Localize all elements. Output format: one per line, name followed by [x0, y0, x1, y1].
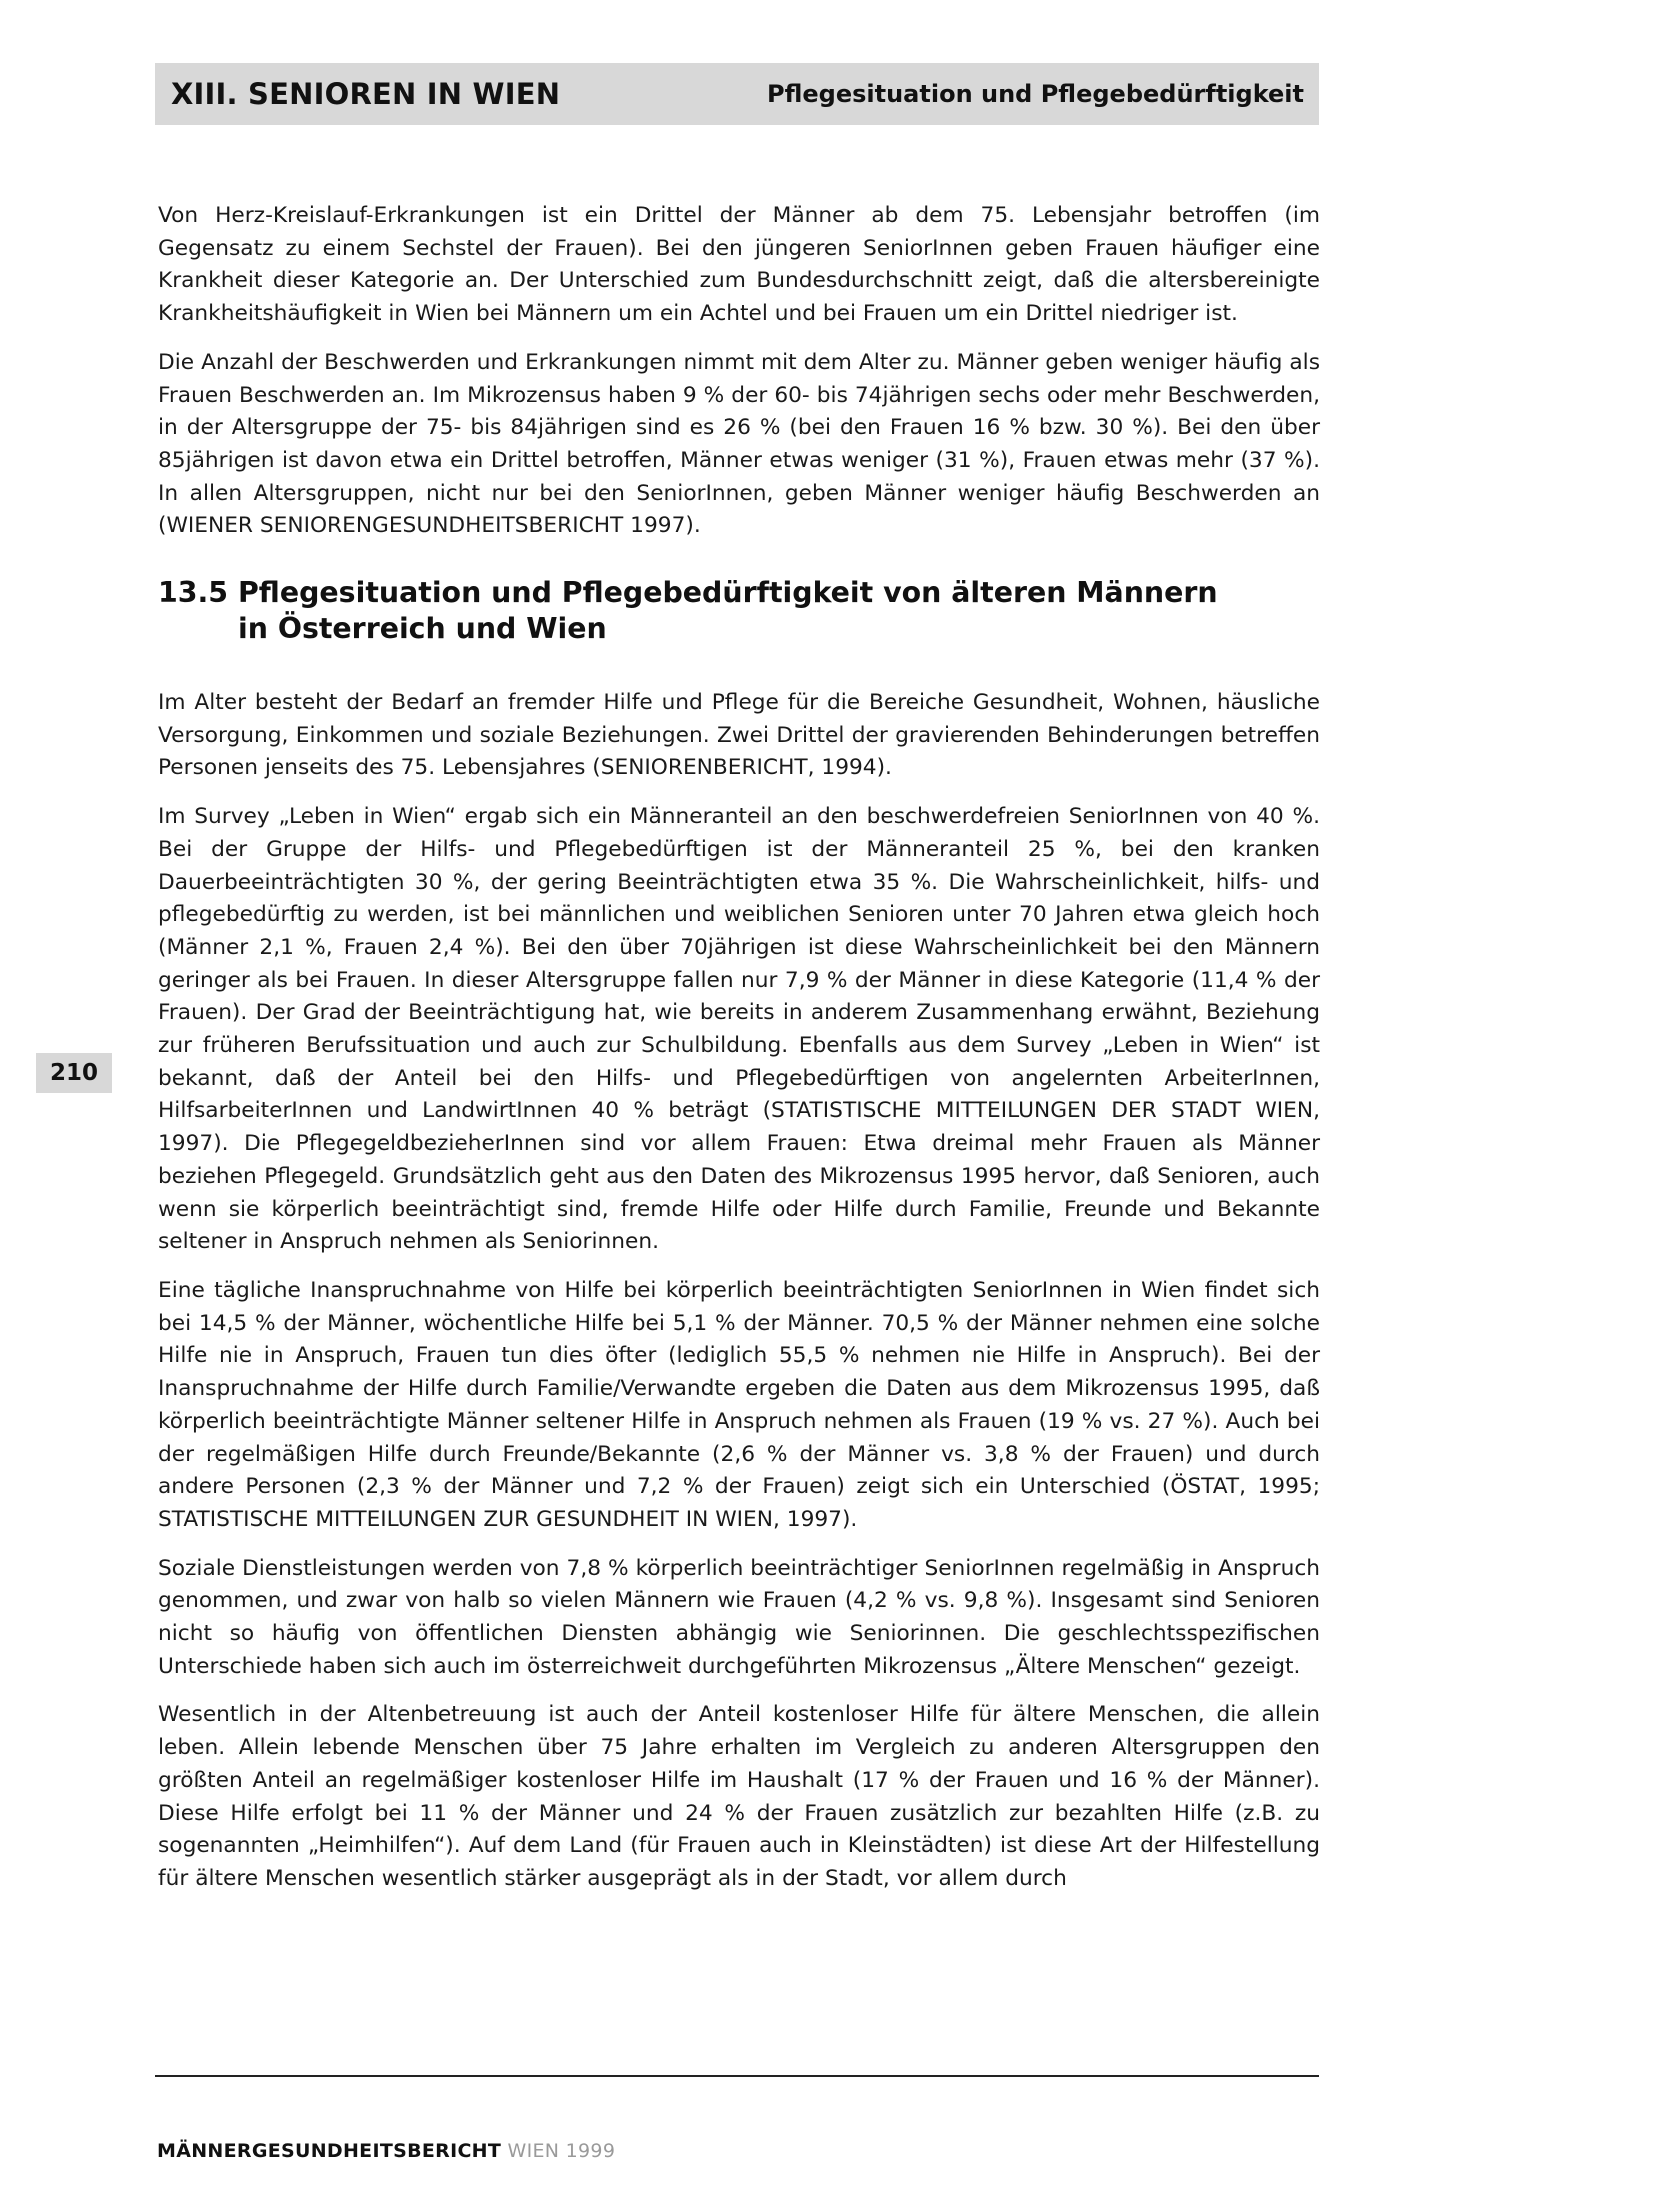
- running-header: [155, 63, 1319, 125]
- section-number: 13.5: [158, 576, 229, 610]
- page-number: 210: [36, 1053, 112, 1093]
- paragraph: Im Alter besteht der Bedarf an fremder Hilfe und Pflege für die Bereiche Gesundheit, Wohnen, häusliche Versorgung, Einkommen und soziale Beziehungen. Zwei Drittel der gravierenden Behinderungen betreffen Personen jenseits des 75. Lebensjahres (SENIORENBERICHT, 1994).: [158, 690, 1320, 781]
- section-heading-text: [238, 575, 1278, 647]
- paragraph: Wesentlich in der Altenbetreuung ist auch der Anteil kostenloser Hilfe für ältere Menschen, die allein leben. Allein lebende Menschen über 75 Jahre erhalten im Vergleich zu anderen Altersgruppen den größten Anteil an regelmäßiger kostenloser Hilfe im Haushalt (17 % der Frauen und 16 % der Männer). Diese Hilfe erfolgt bei 11 % der Männer und 24 % der Frauen zusätzlich zur bezahlten Hilfe (z.B. zu sogenannten „Heimhilfen“). Auf dem Land (für Frauen auch in Kleinstädten) ist diese Art der Hilfestellung für ältere Menschen wesentlich stärker ausgeprägt als in der Stadt, vor allem durch: [158, 1702, 1320, 1891]
- footer-divider: [155, 2075, 1319, 2077]
- section-heading-line: Pflegesituation und Pflegebedürftigkeit von älteren Männern: [238, 576, 1218, 610]
- section-heading-line: in Österreich und Wien: [238, 612, 607, 646]
- footer-edition: WIEN 1999: [507, 2140, 616, 2162]
- footer-title: MÄNNERGESUNDHEITSBERICHT: [157, 2140, 502, 2162]
- paragraph: Im Survey „Leben in Wien“ ergab sich ein Männeranteil an den beschwerdefreien SeniorInnen von 40 %. Bei der Gruppe der Hilfs- und Pflegebedürftigen ist der Männeranteil 25 %, bei den kranken Dauerbeeinträchtigten 30 %, der gering Beeinträchtigten etwa 35 %. Die Wahrscheinlichkeit, hilfs- und pflegebedürftig zu werden, ist bei männlichen und weiblichen Senioren unter 70 Jahren etwa gleich hoch (Männer 2,1 %, Frauen 2,4 %). Bei den über 70jährigen ist diese Wahrscheinlichkeit bei den Männern geringer als bei Frauen. In dieser Altersgruppe fallen nur 7,9 % der Männer in diese Kategorie (11,4 % der Frauen). Der Grad der Beeinträchtigung hat, wie bereits in anderem Zusammenhang erwähnt, Beziehung zur früheren Berufssituation und auch zur Schulbildung. Ebenfalls aus dem Survey „Leben in Wien“ ist bekannt, daß der Anteil bei den Hilfs- und Pflegebedürftigen von angelernten ArbeiterInnen, HilfsarbeiterInnen und LandwirtInnen 40 % beträgt (STATISTISCHE MITTEILUNGEN DER STADT WIEN, 1997). Die PflegegeldbezieherInnen sind vor allem Frauen: Etwa dreimal mehr Frauen als Männer beziehen Pflegegeld. Grundsätzlich geht aus den Daten des Mikrozensus 1995 hervor, daß Senioren, auch wenn sie körperlich beeinträchtigt sind, fremde Hilfe oder Hilfe durch Familie, Freunde und Bekannte seltener in Anspruch nehmen als Seniorinnen.: [158, 804, 1320, 1255]
- running-section-title: Pflegesituation und Pflegebedürftigkeit: [767, 80, 1304, 108]
- page-body: [158, 200, 1320, 1912]
- paragraph: Eine tägliche Inanspruchnahme von Hilfe bei körperlich beeinträchtigten SeniorInnen in Wien findet sich bei 14,5 % der Männer, wöchentliche Hilfe bei 5,1 % der Männer. 70,5 % der Männer nehmen eine solche Hilfe nie in Anspruch, Frauen tun dies öfter (lediglich 55,5 % nehmen nie Hilfe in Anspruch). Bei der Inanspruchnahme der Hilfe durch Familie/Verwandte ergeben die Daten aus dem Mikrozensus 1995, daß körperlich beeinträchtigte Männer seltener Hilfe in Anspruch nehmen als Frauen (19 % vs. 27 %). Auch bei der regelmäßigen Hilfe durch Freunde/Bekannte (2,6 % der Männer vs. 3,8 % der Frauen) und durch andere Personen (2,3 % der Männer und 7,2 % der Frauen) zeigt sich ein Unterschied (ÖSTAT, 1995; STATISTISCHE MITTEILUNGEN ZUR GESUNDHEIT IN WIEN, 1997).: [158, 1277, 1320, 1532]
- paragraph: Soziale Dienstleistungen werden von 7,8 % körperlich beeinträchtiger SeniorInnen regelmäßig in Anspruch genommen, und zwar von halb so vielen Männern wie Frauen (4,2 % vs. 9,8 %). Insgesamt sind Senioren nicht so häufig von öffentlichen Diensten abhängig wie Seniorinnen. Die geschlechtsspezifischen Unterschiede haben sich auch im österreichweit durchgeführten Mikrozensus „Ältere Menschen“ gezeigt.: [158, 1555, 1320, 1679]
- section-heading: [158, 575, 1320, 647]
- paragraph: Die Anzahl der Beschwerden und Erkrankungen nimmt mit dem Alter zu. Männer geben weniger häufig als Frauen Beschwerden an. Im Mikrozensus haben 9 % der 60- bis 74jährigen sechs oder mehr Beschwerden, in der Altersgruppe der 75- bis 84jährigen sind es 26 % (bei den Frauen 16 % bzw. 30 %). Bei den über 85jährigen ist davon etwa ein Drittel betroffen, Männer etwas weniger (31 %), Frauen etwas mehr (37 %). In allen Altersgruppen, nicht nur bei den SeniorInnen, geben Männer weniger häufig Beschwerden an (WIENER SENIORENGESUNDHEITSBERICHT 1997).: [158, 349, 1320, 539]
- chapter-title: XIII. SENIOREN IN WIEN: [171, 77, 561, 111]
- footer: [157, 2140, 615, 2162]
- paragraph: Von Herz-Kreislauf-Erkrankungen ist ein Drittel der Männer ab dem 75. Lebensjahr betroffen (im Gegensatz zu einem Sechstel der Frauen). Bei den jüngeren SeniorInnen geben Frauen häufiger eine Krankheit dieser Kategorie an. Der Unterschied zum Bundesdurchschnitt zeigt, daß die altersbereinigte Krankheitshäufigkeit in Wien bei Männern um ein Achtel und bei Frauen um ein Drittel niedriger ist.: [158, 203, 1320, 327]
